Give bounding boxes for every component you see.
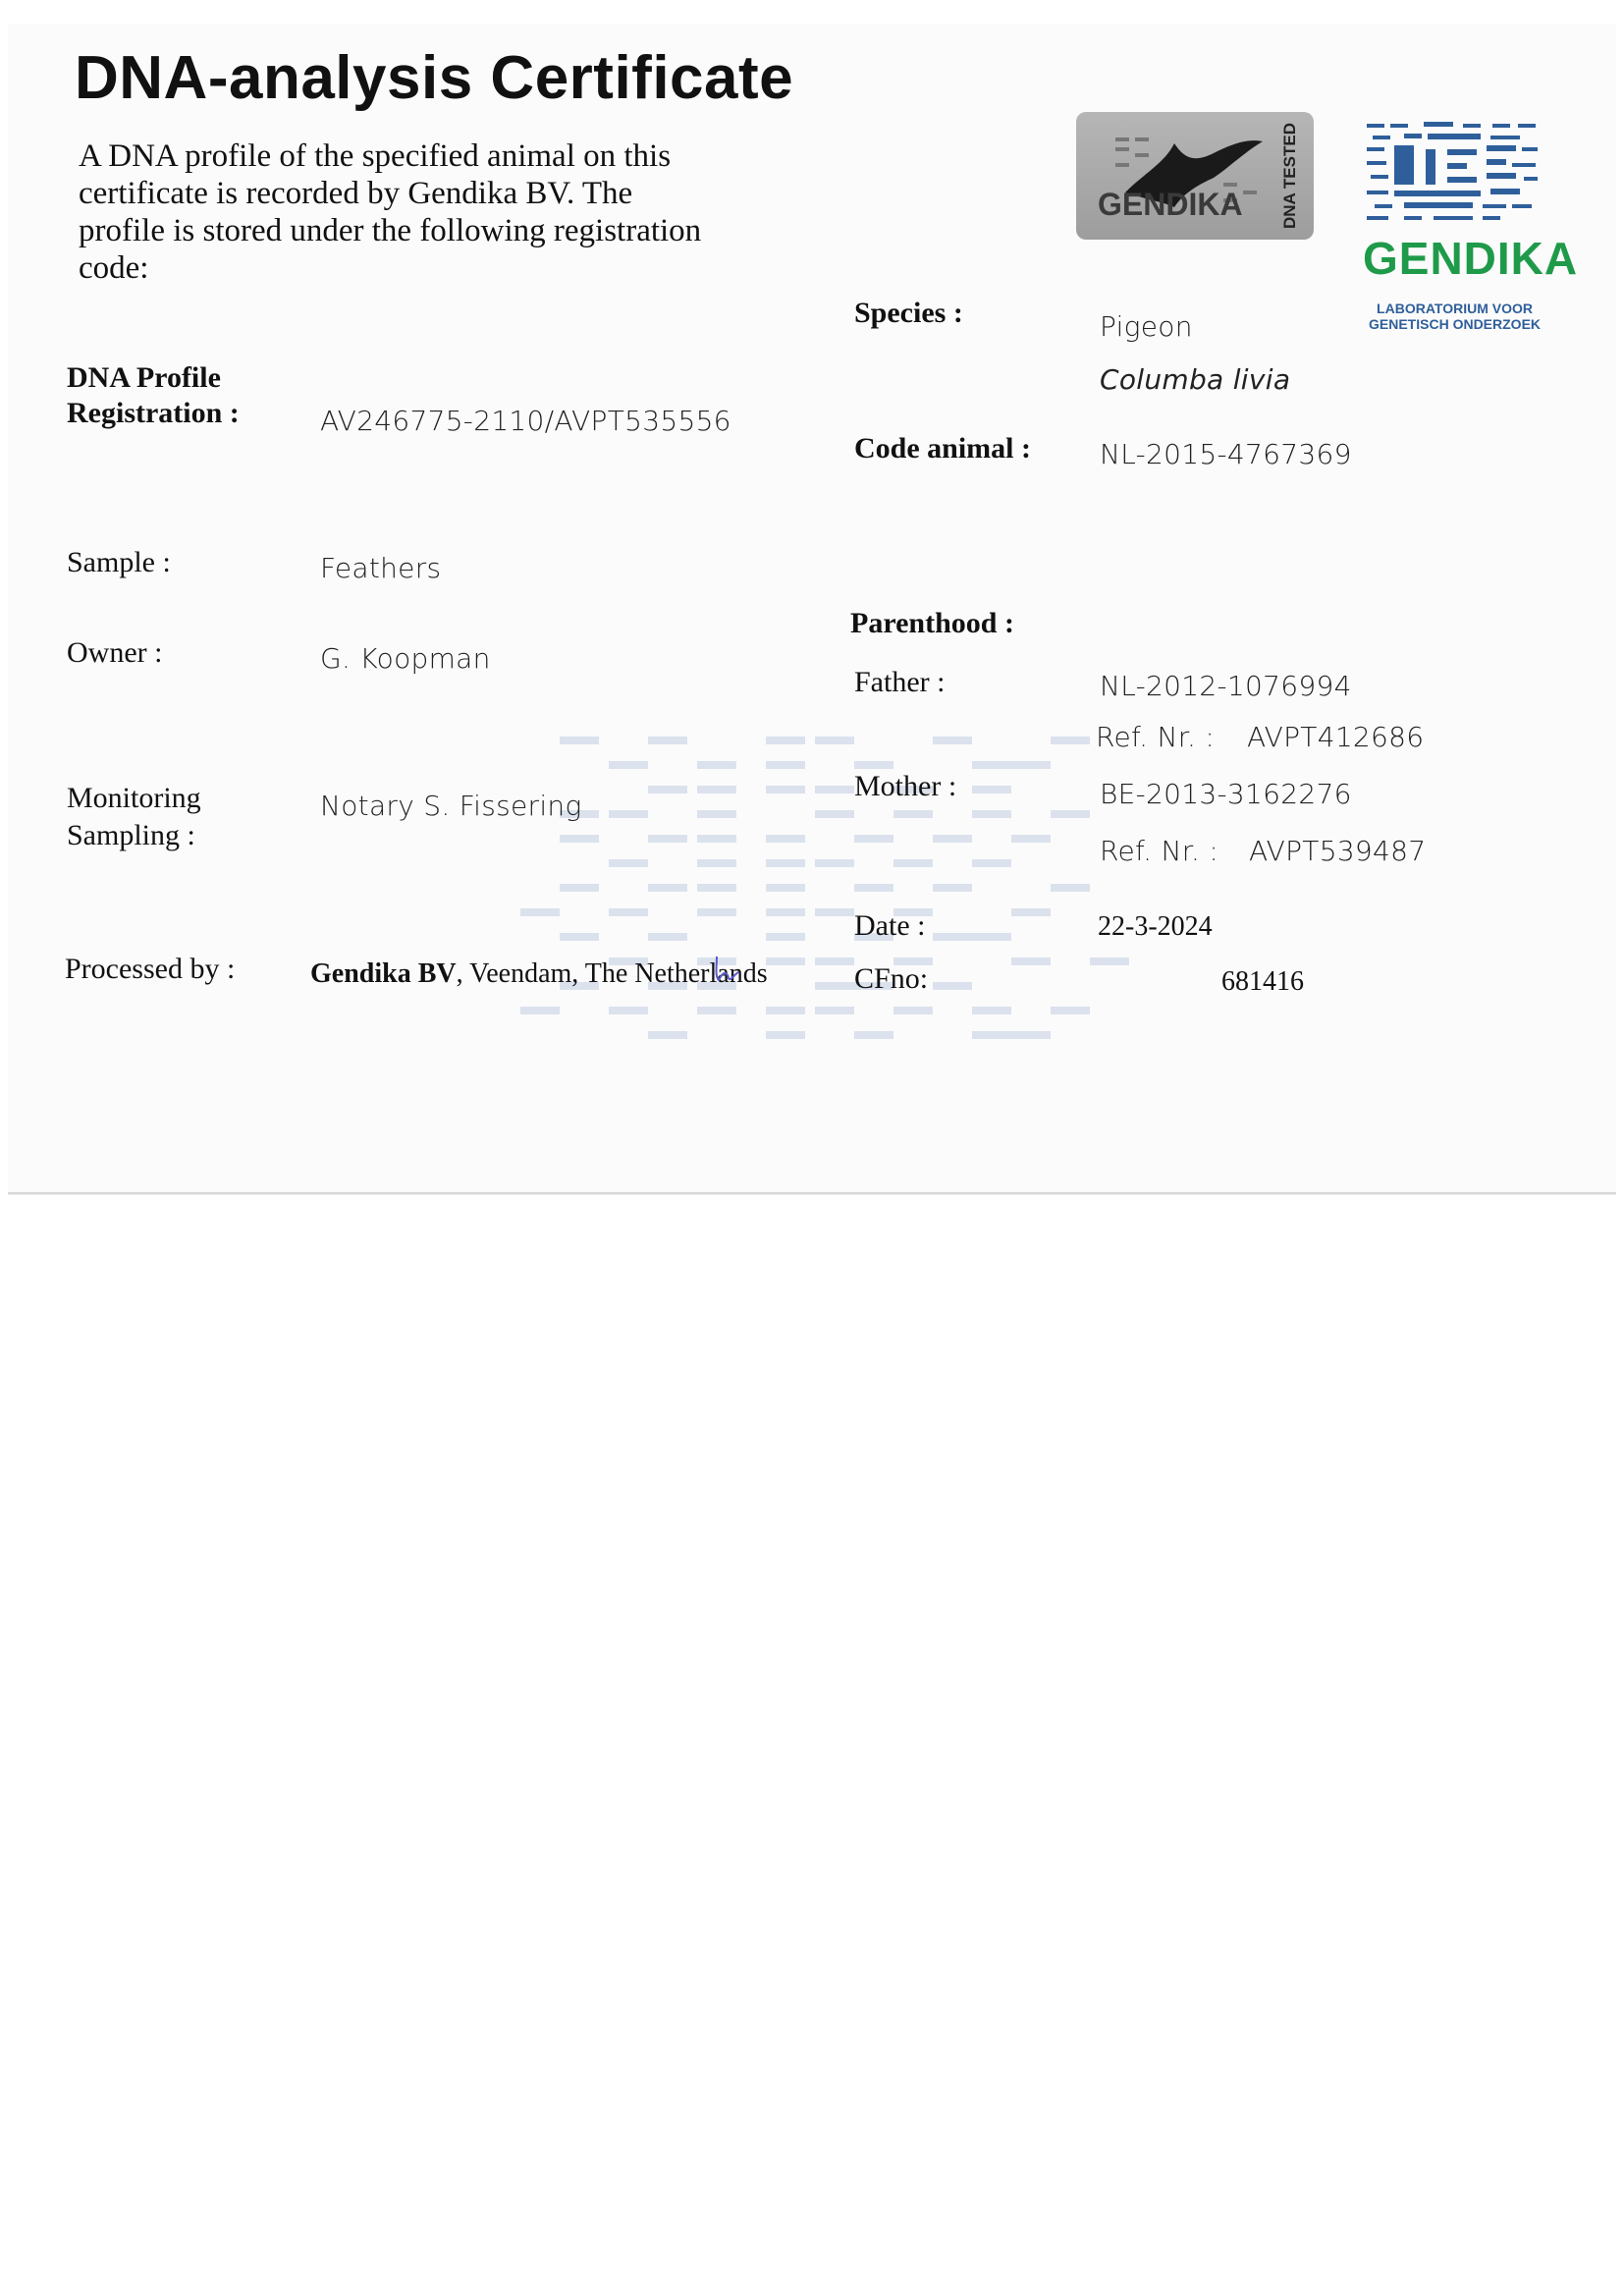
date-label: Date :	[854, 909, 926, 942]
cfno-value: 681416	[1221, 966, 1304, 997]
date-value: 22-3-2024	[1098, 911, 1213, 942]
processed-company: Gendika BV	[310, 958, 457, 989]
processed-label: Processed by :	[65, 953, 236, 985]
mother-label: Mother :	[854, 770, 957, 802]
sample-value: Feathers	[320, 552, 442, 584]
registration-label: Registration :	[67, 397, 240, 429]
owner-value: G. Koopman	[320, 642, 491, 675]
parenthood-label: Parenthood :	[850, 607, 1014, 639]
mother-ref-value: AVPT539487	[1249, 835, 1427, 867]
gendika-logo-icon	[1365, 120, 1542, 228]
logo-subtitle-line-1: LABORATORIUM VOOR	[1377, 301, 1533, 316]
monitoring-value: Notary S. Fissering	[320, 790, 582, 822]
certificate-intro: A DNA profile of the specified animal on this certificate is recorded by Gendika BV. The profile is stored under the following registration code:	[79, 138, 702, 286]
species-latin: Columba livia	[1100, 363, 1291, 396]
species-value: Pigeon	[1100, 310, 1193, 343]
monitoring-label: Monitoring	[67, 782, 201, 814]
gendika-watermark-icon	[520, 727, 1129, 1080]
mother-ref-label: Ref. Nr. :	[1100, 835, 1219, 867]
logo-subtitle-line-2: GENETISCH ONDERZOEK	[1369, 316, 1542, 332]
sticker-side-text: DNA TESTED	[1280, 123, 1299, 229]
cfno-label: CFno:	[854, 962, 929, 995]
species-label: Species :	[854, 297, 963, 329]
sampling-label: Sampling :	[67, 819, 195, 851]
processed-location: , Veendam, The Netherlands	[456, 958, 768, 989]
father-label: Father :	[854, 666, 946, 698]
father-ref-label: Ref. Nr. :	[1096, 721, 1216, 753]
sample-label: Sample :	[67, 546, 171, 578]
mother-value: BE-2013-3162276	[1100, 778, 1352, 810]
gendika-logo-word: GENDIKA	[1363, 233, 1579, 284]
father-ref-value: AVPT412686	[1247, 721, 1425, 753]
gendika-logo-subtitle	[1369, 301, 1541, 332]
dna-tested-sticker	[1076, 112, 1314, 240]
code-animal-value: NL-2015-4767369	[1100, 438, 1352, 470]
dna-profile-label: DNA Profile	[67, 361, 221, 394]
registration-value: AV246775-2110/AVPT535556	[320, 405, 731, 437]
father-value: NL-2012-1076994	[1100, 670, 1352, 702]
code-animal-label: Code animal :	[854, 432, 1031, 465]
sticker-brand: GENDIKA	[1098, 187, 1243, 222]
signature-icon	[711, 955, 740, 984]
owner-label: Owner :	[67, 636, 163, 669]
processed-value	[310, 958, 768, 990]
certificate-title: DNA-analysis Certificate	[75, 44, 794, 112]
